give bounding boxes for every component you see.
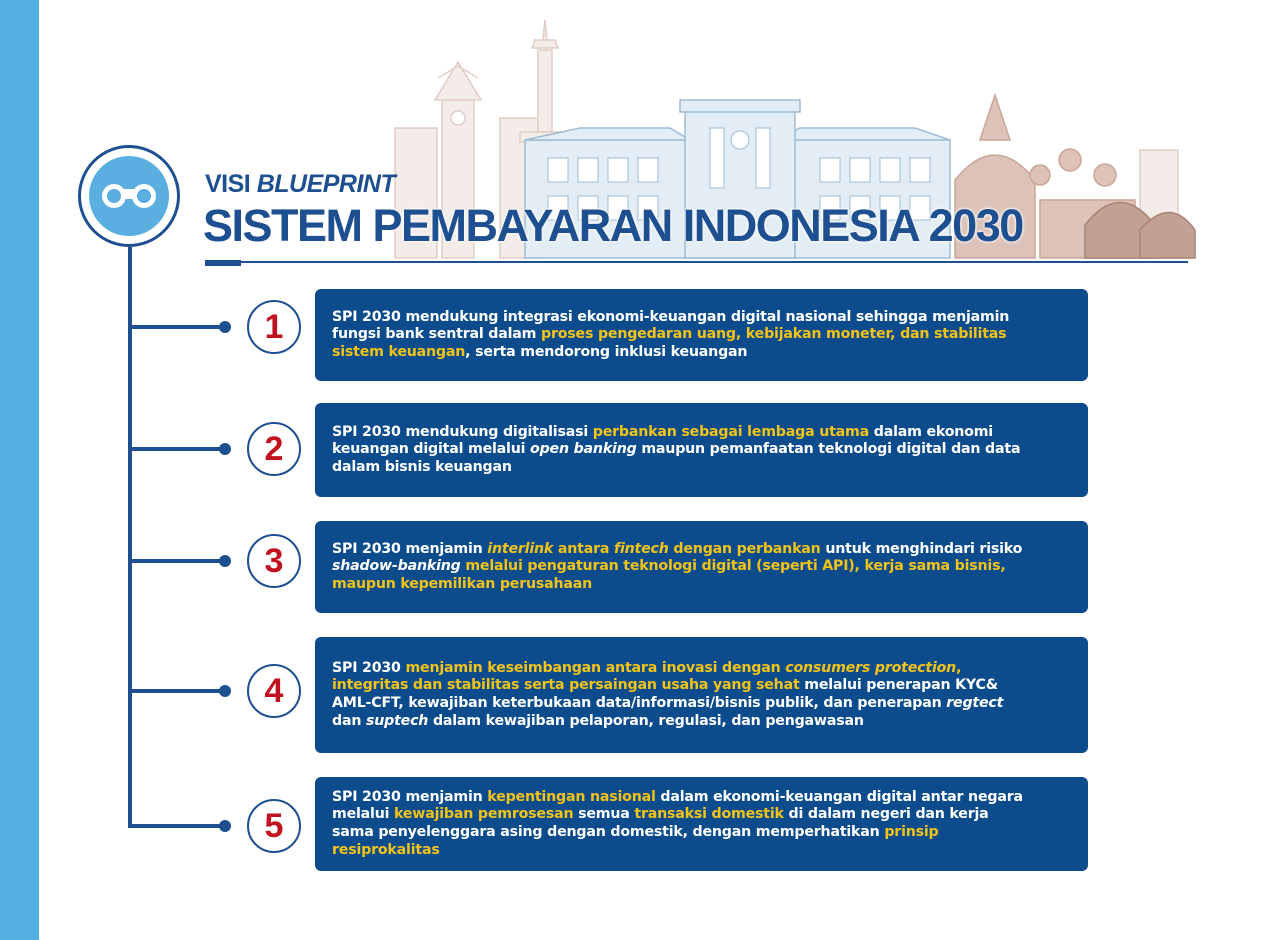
text-segment: dan xyxy=(332,712,366,729)
timeline-vertical-line xyxy=(128,247,132,828)
card-text-line xyxy=(332,441,1071,459)
binoculars-icon xyxy=(101,182,157,210)
card-text-line xyxy=(332,677,1071,695)
text-segment: semua xyxy=(573,806,635,823)
card-text-line xyxy=(332,842,1071,860)
card-text-line xyxy=(332,558,1071,576)
text-segment: fintech xyxy=(614,540,669,557)
card-text-line xyxy=(332,326,1071,344)
text-segment: untuk menghindari risiko xyxy=(820,540,1023,557)
text-segment: di dalam negeri dan kerja xyxy=(783,806,989,823)
card-text-line xyxy=(332,576,1071,594)
text-segment: SPI 2030 mendukung integrasi ekonomi-keuangan digital nasional sehingga menjamin xyxy=(332,308,1010,325)
text-segment: AML-CFT, kewajiban keterbukaan data/informasi/bisnis publik, dan penerapan xyxy=(332,695,947,711)
text-segment: dengan perbankan xyxy=(668,540,821,557)
text-segment: keuangan digital melalui xyxy=(332,441,531,458)
title-underline xyxy=(205,261,1188,263)
item-number-badge: 3 xyxy=(247,534,301,588)
text-segment: antara xyxy=(553,540,615,557)
text-segment: maupun kepemilikan perusahaan xyxy=(332,575,593,592)
card-text-line xyxy=(332,824,1071,842)
card-text-line xyxy=(332,713,1071,731)
vision-card-2 xyxy=(315,403,1088,497)
title-line-1: VISI BLUEPRINT xyxy=(205,170,396,198)
text-segment: prinsip xyxy=(884,824,939,840)
text-segment: kewajiban pemrosesan xyxy=(394,806,574,823)
text-segment: , xyxy=(956,659,962,676)
timeline-dot xyxy=(219,321,231,333)
side-stripe xyxy=(0,0,39,940)
title-underline-accent xyxy=(205,260,241,266)
text-segment: sama penyelenggara asing dengan domestik, dengan memperhatikan xyxy=(332,824,885,840)
text-segment: maupun pemanfaatan teknologi digital dan data xyxy=(636,441,1021,458)
text-segment: melalui pengaturan teknologi digital (seperti API), kerja sama bisnis, xyxy=(460,558,1006,575)
page-title: SISTEM PEMBAYARAN INDONESIA 2030 xyxy=(203,200,1023,251)
card-text-line xyxy=(332,660,1071,678)
card-text-line xyxy=(332,424,1071,442)
text-segment: perbankan sebagai lembaga utama xyxy=(592,423,870,440)
timeline-branch xyxy=(128,325,226,329)
text-segment: kepentingan nasional xyxy=(487,788,656,805)
card-text-line xyxy=(332,309,1071,327)
text-segment: SPI 2030 xyxy=(332,659,406,676)
timeline-dot xyxy=(219,443,231,455)
text-segment: melalui xyxy=(332,806,395,823)
vision-card-1 xyxy=(315,289,1088,381)
card-text-line xyxy=(332,459,1071,477)
vision-logo xyxy=(78,145,180,247)
vision-card-3 xyxy=(315,521,1088,613)
card-text-line xyxy=(332,695,1071,713)
text-segment: dalam ekonomi xyxy=(869,423,993,440)
text-segment: suptech xyxy=(365,712,429,729)
timeline-branch xyxy=(128,824,226,828)
text-segment: consumers protection xyxy=(785,659,957,676)
text-segment: SPI 2030 mendukung digitalisasi xyxy=(332,423,593,440)
text-segment: regtect xyxy=(946,695,1004,711)
timeline-branch xyxy=(128,447,226,451)
text-segment: dalam bisnis keuangan xyxy=(332,458,512,475)
timeline-dot xyxy=(219,685,231,697)
item-number-badge: 1 xyxy=(247,300,301,354)
text-segment: transaksi domestik xyxy=(634,806,784,823)
text-segment: SPI 2030 menjamin xyxy=(332,788,488,805)
text-segment: integritas dan stabilitas serta persaingan usaha yang sehat xyxy=(332,677,800,694)
text-segment: fungsi bank sentral dalam xyxy=(332,326,541,343)
text-segment: SPI 2030 menjamin xyxy=(332,540,488,557)
text-segment: sistem keuangan xyxy=(332,343,466,360)
text-segment: open banking xyxy=(530,441,637,458)
timeline-branch xyxy=(128,559,226,563)
timeline-branch xyxy=(128,689,226,693)
text-segment: resiprokalitas xyxy=(332,841,440,858)
text-segment: dalam kewajiban pelaporan, regulasi, dan pengawasan xyxy=(428,712,864,729)
card-text-line xyxy=(332,789,1071,807)
item-number-badge: 2 xyxy=(247,422,301,476)
card-text-line xyxy=(332,806,1071,824)
item-number-badge: 5 xyxy=(247,799,301,853)
timeline-dot xyxy=(219,555,231,567)
item-number-badge: 4 xyxy=(247,664,301,718)
text-segment: melalui penerapan KYC& xyxy=(799,677,998,694)
text-segment: interlink xyxy=(487,540,554,557)
card-text-line xyxy=(332,344,1071,362)
text-segment: menjamin keseimbangan antara inovasi dengan xyxy=(405,659,786,676)
text-segment: proses pengedaran uang, kebijakan moneter, dan stabilitas xyxy=(541,326,1007,343)
text-segment: , serta mendorong inklusi keuangan xyxy=(465,343,748,360)
card-text-line xyxy=(332,541,1071,559)
text-segment: dalam ekonomi-keuangan digital antar negara xyxy=(655,788,1023,805)
text-segment: shadow-banking xyxy=(332,558,461,575)
vision-card-4 xyxy=(315,637,1088,753)
timeline-dot xyxy=(219,820,231,832)
vision-card-5 xyxy=(315,777,1088,871)
